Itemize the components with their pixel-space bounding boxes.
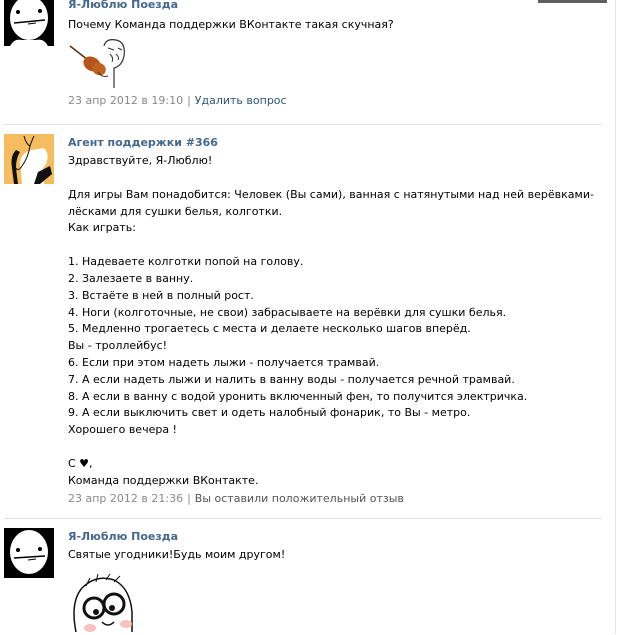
answer-timestamp: 23 апр 2012 в 21:36 (68, 491, 184, 505)
step-item: 7. А если надеть лыжи и налить в ванну воды - получается речной трамвай. (68, 372, 515, 386)
positive-review-note: Вы оставили положительный отзыв (194, 491, 404, 505)
right-border (615, 0, 616, 634)
step-item: 6. Если при этом надеть лыжи - получается трамвай. (68, 355, 380, 369)
step-item: Вы - троллейбус! (68, 339, 168, 353)
meta-separator: | (187, 93, 191, 107)
poker-face-meme-avatar-icon (4, 0, 54, 46)
step-item: Хорошего вечера ! (68, 423, 177, 437)
step-item: 5. Медленно трогаетесь с места и делаете несколько шагов вперёд. (68, 322, 471, 336)
steps-list (68, 254, 600, 439)
post-author-link[interactable]: Я-Люблю Поезда (68, 0, 179, 11)
support-agent-doctor-avatar-icon (4, 134, 54, 184)
step-item: 3. Встаёте в ней в полный рост. (68, 288, 254, 302)
signature-line-2: Команда поддержки ВКонтакте. (68, 473, 259, 487)
poker-face-meme-avatar-icon (4, 528, 54, 578)
user-avatar[interactable] (4, 0, 54, 46)
post-divider (4, 518, 602, 519)
agent-avatar[interactable] (4, 134, 54, 184)
answer-greeting: Здравствуйте, Я-Люблю! (68, 154, 213, 167)
violin-troll-meme-icon (68, 38, 128, 90)
meta-separator: | (187, 491, 191, 505)
post-text: Святые угодники!Будь моим другом! (68, 548, 286, 561)
delete-question-link[interactable]: Удалить вопрос (194, 93, 287, 107)
agent-author-link[interactable]: Агент поддержки #366 (68, 136, 218, 149)
post-author-link[interactable]: Я-Люблю Поезда (68, 530, 179, 543)
user-avatar[interactable] (4, 528, 54, 578)
step-item: 8. А если в ванну с водой уронить включенный фен, то получится электричка. (68, 389, 528, 403)
violin-troll-meme-image (68, 38, 600, 90)
post-divider (4, 124, 602, 125)
step-item: 4. Ноги (колготочные, не свои) забрасываете на верёвки для сушки белья. (68, 305, 507, 319)
happy-face-meme-icon (68, 572, 138, 632)
happy-face-meme-image (68, 572, 600, 632)
post-timestamp: 23 апр 2012 в 19:10 (68, 93, 184, 107)
how-to-heading: Как играть: (68, 221, 136, 235)
step-item: 9. А если выключить свет и одеть налобный фонарик, то Вы - метро. (68, 406, 471, 420)
answer-meta (68, 492, 600, 506)
post-meta (68, 94, 600, 108)
answer-paragraph: Для игры Вам понадобится: Человек (Вы сами), ванная с натянутыми над ней верёвками-лёсками для сушки белья, колготки. (68, 187, 594, 218)
signature-line-1: С ♥, (68, 456, 93, 470)
step-item: 1. Надеваете колготки попой на голову. (68, 255, 304, 269)
post-text: Почему Команда поддержки ВКонтакте такая скучная? (68, 18, 394, 31)
step-item: 2. Залезаете в ванну. (68, 271, 194, 285)
